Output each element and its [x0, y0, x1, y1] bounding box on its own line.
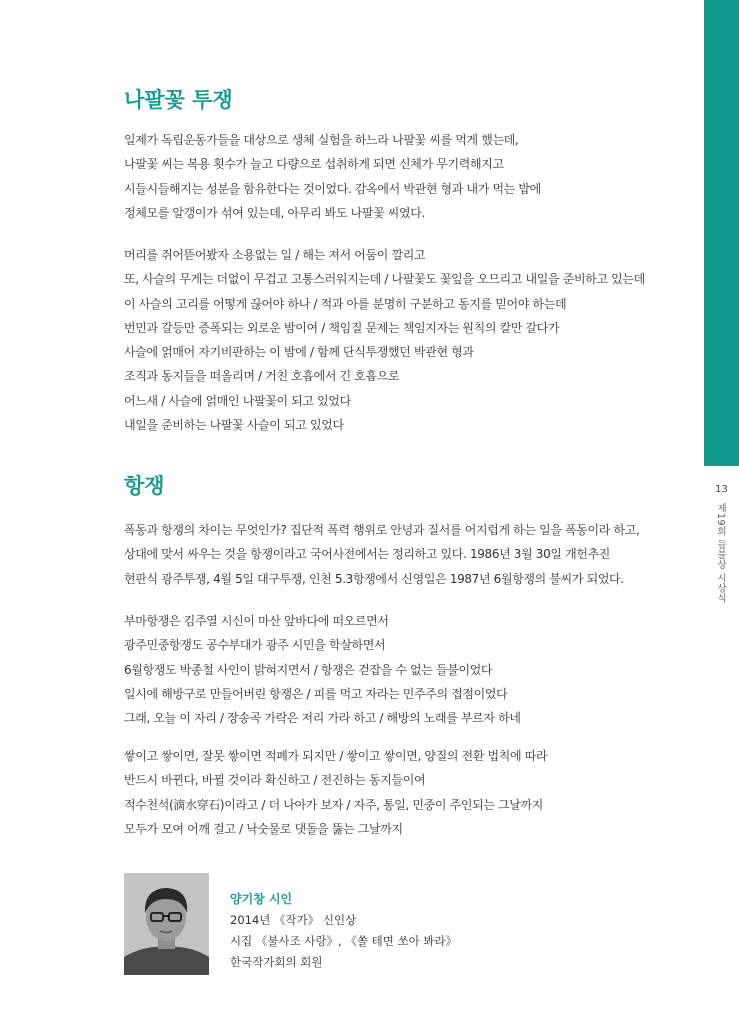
accent-side-bar: [704, 0, 739, 466]
text-line: 모두가 모여 어깨 걸고 / 낙숫물로 댓돌을 뚫는 그날까지: [124, 821, 403, 836]
text-line: 폭동과 항쟁의 차이는 무엇인가? 집단적 폭력 행위로 안녕과 질서를 어지럽게 하는 일을 폭동이라 하고,: [124, 523, 640, 537]
section2-paragraph-3: [124, 744, 547, 841]
section2-paragraph-1: [124, 518, 639, 591]
author-detail-line: 한국작가회의 회원: [230, 955, 323, 969]
text-line: 정체모를 알갱이가 섞여 있는데, 아무리 봐도 나팔꽃 씨였다.: [124, 205, 425, 220]
text-line: 광주민중항쟁도 공수부대가 광주 시민을 학살하면서: [124, 638, 386, 653]
author-photo: [124, 873, 209, 975]
author-info: [230, 889, 457, 973]
text-line: 현판식 광주투쟁, 4월 5일 대구투쟁, 인천 5.3항쟁에서 신영일은 1987년 6월항쟁의 불씨가 되었다.: [124, 571, 624, 586]
text-line: 번민과 갈등만 증폭되는 외로운 밤이여 / 책임질 문제는 책임지자는 원칙의 칼만 갈다가: [124, 320, 560, 335]
text-line: 부마항쟁은 김주열 시신이 마산 앞바다에 떠오르면서: [124, 614, 389, 628]
author-detail-line: 시집 《불사조 사랑》, 《쏠 테면 쏘아 봐라》: [230, 934, 458, 948]
text-line: 조직과 동지들을 떠올리며 / 거친 호흡에서 긴 호흡으로: [124, 369, 400, 384]
text-line: 내일을 준비하는 나팔꽃 사슬이 되고 있었다: [124, 418, 344, 433]
section-title-nabalkkot: 나팔꽃 투쟁: [124, 88, 233, 112]
section1-paragraph-2: [124, 243, 645, 437]
text-line: 그래, 오늘 이 자리 / 장송곡 가락은 저리 가라 하고 / 해방의 노래를 부르자 하네: [124, 711, 521, 726]
author-portrait-icon: [124, 873, 209, 975]
section-title-hangjaeng: 항쟁: [124, 474, 165, 498]
text-line: 쌓이고 쌓이면, 잘못 쌓이면 적폐가 되지만 / 쌓이고 쌓이면, 양질의 전환 법칙에 따라: [124, 749, 548, 763]
page-number: 13: [715, 484, 728, 495]
text-line: 머리를 쥐어뜯어봤자 소용없는 일 / 해는 져서 어둠이 깔리고: [124, 248, 426, 262]
text-line: 이 사슬의 고리를 어떻게 끊어야 하나 / 적과 아를 분명히 구분하고 동지를 믿어야 하는데: [124, 296, 567, 311]
text-line: 나팔꽃 씨는 복용 횟수가 늘고 다량으로 섭취하게 되면 신체가 무기력해지고: [124, 157, 504, 172]
section2-paragraph-2: [124, 609, 521, 730]
author-name: 양기창 시인: [230, 892, 293, 906]
text-line: 또, 사슬의 무게는 더없이 무겁고 고통스러워지는데 / 나팔꽃도 꽃잎을 오므리고 내일을 준비하고 있는데: [124, 272, 645, 287]
text-line: 상대에 맞서 싸우는 것을 항쟁이라고 국어사전에서는 정리하고 있다. 1986년 3월 30일 개헌추진: [124, 547, 611, 562]
text-line: 일시에 해방구로 만들어버린 항쟁은 / 피를 먹고 자라는 민주주의 접점이었다: [124, 686, 508, 701]
text-line: 시들시들해지는 성분을 함유한다는 것이었다. 감옥에서 박관현 형과 내가 먹는 밥에: [124, 181, 541, 196]
text-line: 사슬에 얽매어 자기비판하는 이 밤에 / 함께 단식투쟁했던 박관현 형과: [124, 345, 474, 360]
author-detail-line: 2014년 《작가》 신인상: [230, 913, 357, 927]
side-running-title: 제19회 들불상 시상식: [715, 503, 726, 604]
text-line: 적수천석(滴水穿石)이라고 / 더 나아가 보자 / 자주, 통일, 민중이 주인되는 그날까지: [124, 797, 544, 812]
section1-paragraph-1: [124, 128, 541, 225]
text-line: 어느새 / 사슬에 얽매인 나팔꽃이 되고 있었다: [124, 393, 351, 408]
text-line: 6월항쟁도 박종철 사인이 밝혀지면서 / 항쟁은 걷잡을 수 없는 들불이었다: [124, 662, 493, 677]
text-line: 일제가 독립운동가들을 대상으로 생체 실험을 하느라 나팔꽃 씨를 먹게 했는데,: [124, 133, 519, 147]
text-line: 반드시 바뀐다, 바뀔 것이라 확신하고 / 전진하는 동지들이여: [124, 773, 426, 788]
